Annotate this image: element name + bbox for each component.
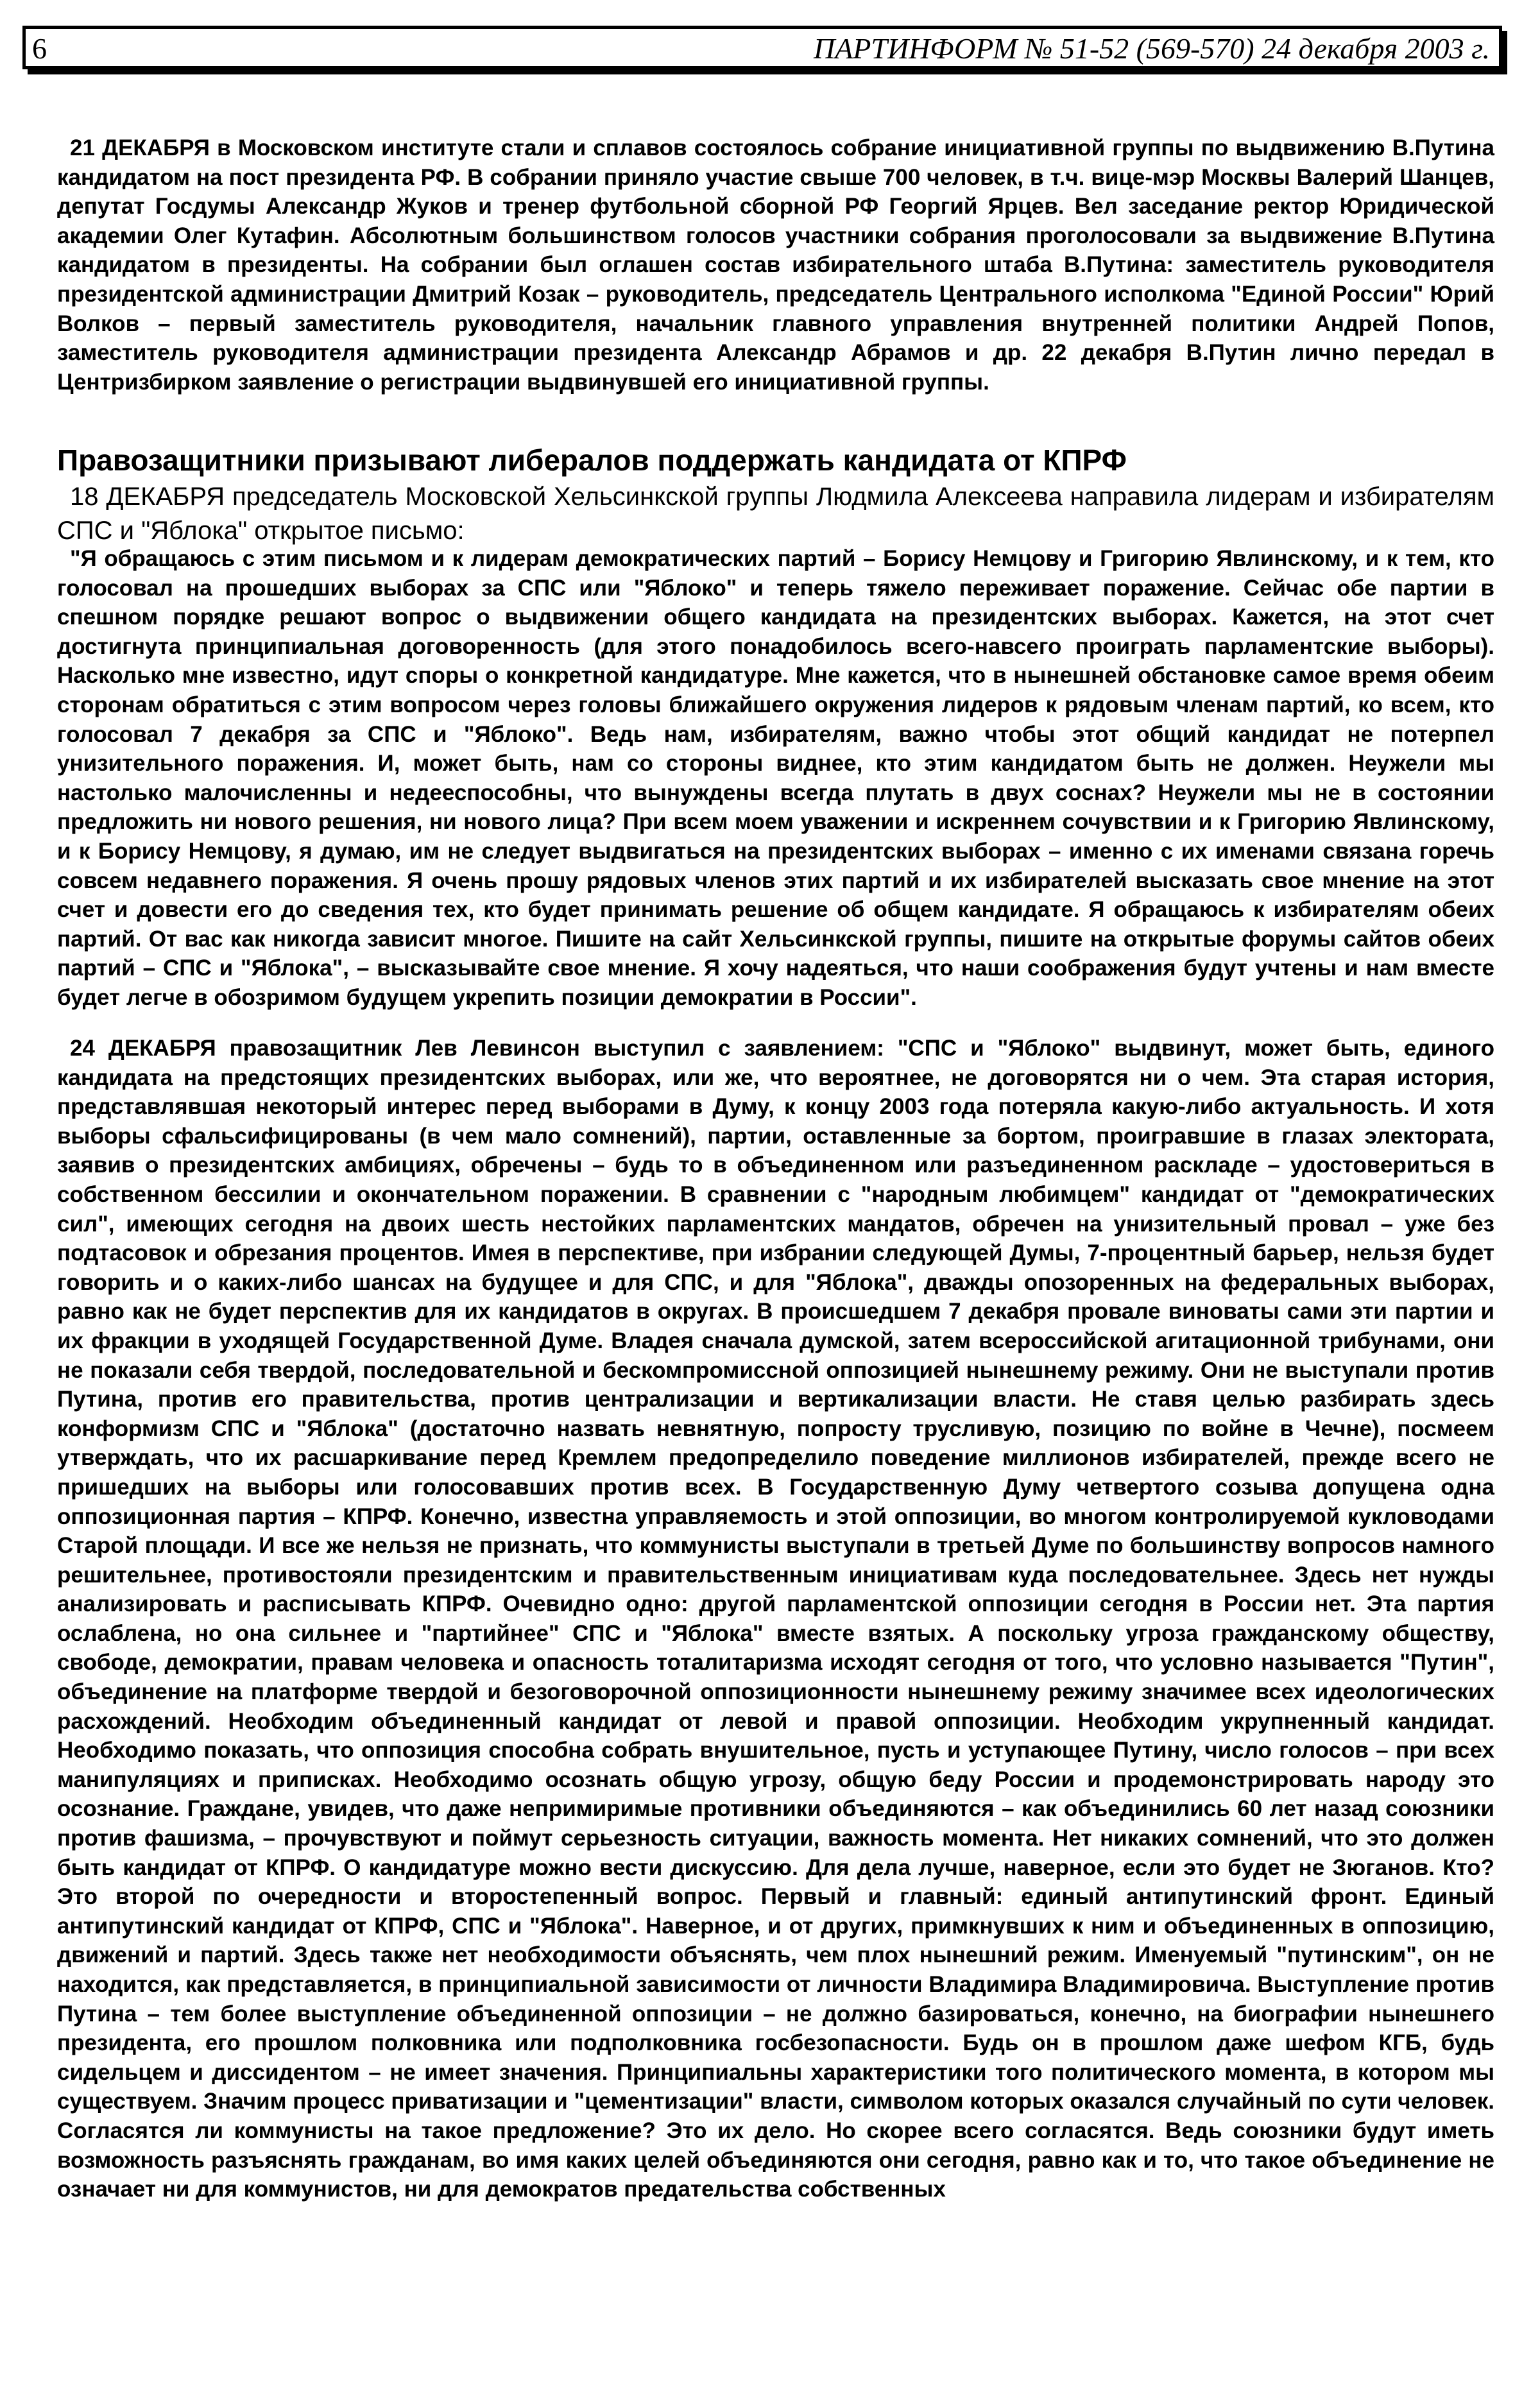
article-intro: 18 ДЕКАБРЯ председатель Московской Хельсинкской группы Людмила Алексеева направила лидерам и избирателям СПС и "Яблока" открытое письмо: [57,483,1494,545]
article-heading: Правозащитники призывают либералов поддержать кандидата от КПРФ [57,443,1127,477]
page-header [22,26,1502,69]
page-number: 6 [32,32,47,65]
statement-dec-24: 24 ДЕКАБРЯ правозащитник Лев Левинсон выступил с заявлением: "СПС и "Яблоко" выдвинут, может быть, единого кандидата на предстоящих президентских выборах, или же, что вероятнее, не договорятся ни о чем. Эта старая история, представлявшая некоторый интерес перед выборами в Думу, к концу 2003 года потеряла какую-либо актуальность. И хотя выборы сфальсифицированы (в чем мало сомнений), партии, оставленные за бортом, проигравшие в глазах электората, заявив о президентских амбициях, обречены – будь то в объединенном или разъединенном раскладе – удостовериться в собственном бессилии и окончательном поражении. В сравнении с "народным любимцем" кандидат от "демократических сил", имеющих сегодня на двоих шесть нестойких парламентских мандатов, обречен на унизительный провал – уже без подтасовок и обрезания процентов. Имея в перспективе, при избрании следующей Думы, 7-процентный барьер, нельзя будет говорить и о каких-либо шансах на будущее и для СПС, и для "Яблока", дважды опозоренных на федеральных выборах, равно как не будет перспектив для их кандидатов в округах. В происшедшем 7 декабря провале виноваты сами эти партии и их фракции в уходящей Государственной Думе. Владея сначала думской, затем всероссийской агитационной трибунами, они не показали себя твердой, последовательной и бескомпромиссной оппозицией нынешнему режиму. Они не выступали против Путина, против его правительства, против централизации и вертикализации власти. Не ставя целью разбирать здесь конформизм СПС и "Яблока" (достаточно назвать невнятную, попросту трусливую, позицию по войне в Чечне), посмеем утверждать, что их расшаркивание перед Кремлем предопределило поведение миллионов избирателей, прежде всего не пришедших на выборы или голосовавших против всех. В Государственную Думу четвертого созыва допущена одна оппозиционная партия – КПРФ. Конечно, известна управляемость и этой оппозиции, во многом контролируемой кукловодами Старой площади. И все же нельзя не признать, что коммунисты выступали в третьей Думе по большинству вопросов намного решительнее, противостояли президентским и правительственным инициативам куда последовательнее. Здесь нет нужды анализировать и расписывать КПРФ. Очевидно одно: другой парламентской оппозиции сегодня в России нет. Эта партия ослаблена, но она сильнее и "партийнее" СПС и "Яблока" вместе взятых. А поскольку угроза гражданскому обществу, свободе, демократии, правам человека и опасность тоталитаризма исходят сегодня от того, что условно называется "Путин", объединение на платформе твердой и безоговорочной оппозиционности нынешнему режиму значимее всех идеологических расхождений. Необходим объединенный кандидат от левой и правой оппозиции. Необходим укрупненный кандидат. Необходимо показать, что оппозиция способна собрать внушительное, пусть и уступающее Путину, число голосов – при всех манипуляциях и приписках. Необходимо осознать общую угрозу, общую беду России и продемонстрировать народу это осознание. Граждане, увидев, что даже непримиримые противники объединяются – как объединились 60 лет назад союзники против фашизма, – прочувствуют и поймут серьезность ситуации, важность момента. Нет никаких сомнений, что это должен быть кандидат от КПРФ. О кандидатуре можно вести дискуссию. Для дела лучше, наверное, если это будет не Зюганов. Кто? Это второй по очередности и второстепенный вопрос. Первый и главный: единый антипутинский фронт. Единый антипутинский кандидат от КПРФ, СПС и "Яблока". Наверное, и от других, примкнувших к ним и объединенных в оппозицию, движений и партий. Здесь также нет необходимости объяснять, чем плох нынешний режим. Именуемый "путинским", он не находится, как представляется, в принципиальной зависимости от личности Владимира Владимировича. Выступление против Путина – тем более выступление объединенной оппозиции – не должно базироваться, конечно, на биографии нынешнего президента, его прошлом полковника или подполковника госбезопасности. Будь он в прошлом даже шефом КГБ, будь сидельцем и диссидентом – не имеет значения. Принципиальны характеристики того политического момента, в котором мы существуем. Значим процесс приватизации и "цементизации" власти, символом которых оказался случайный по сути человек. Согласятся ли коммунисты на такое предложение? Это их дело. Но скорее всего согласятся. Ведь союзники будут иметь возможность разъяснять гражданам, во имя каких целей объединяются они сегодня, равно как и то, что такое объединение не означает ни для коммунистов, ни для демократов предательства собственных [57,1036,1494,2202]
news-item-dec-21: 21 ДЕКАБРЯ в Московском институте стали и сплавов состоялось собрание инициативной группы по выдвижению В.Путина кандидатом на пост президента РФ. В собрании приняло участие свыше 700 человек, в т.ч. вице-мэр Москвы Валерий Шанцев, депутат Госдумы Александр Жуков и тренер футбольной сборной РФ Георгий Ярцев. Вел заседание ректор Юридической академии Олег Кутафин. Абсолютным большинством голосов участники собрания проголосовали за выдвижение В.Путина кандидатом в президенты. На собрании был оглашен состав избирательного штаба В.Путина: заместитель руководителя президентской администрации Дмитрий Козак – руководитель, председатель Центрального исполкома "Единой России" Юрий Волков – первый заместитель руководителя, начальник главного управления внутренней политики Андрей Попов, заместитель руководителя администрации президента Александр Абрамов и др. 22 декабря В.Путин лично передал в Центризбирком заявление о регистрации выдвинувшей его инициативной группы. [57,135,1494,395]
open-letter-quote: "Я обращаюсь с этим письмом и к лидерам демократических партий – Борису Немцову и Григорию Явлинскому, и к тем, кто голосовал на прошедших выборах за СПС или "Яблоко" и теперь тяжело переживает поражение. Сейчас обе партии в спешном порядке решают вопрос о выдвижении общего кандидата на президентских выборах. Кажется, на этот счет достигнута принципиальная договоренность (для этого понадобилось всего-навсего проиграть парламентские выборы). Насколько мне известно, идут споры о конкретной кандидатуре. Мне кажется, что в нынешней обстановке самое время обеим сторонам обратиться с этим вопросом через головы ближайшего окружения лидеров к рядовым членам партий, ко всем, кто голосовал 7 декабря за СПС и "Яблоко". Ведь нам, избирателям, важно чтобы этот общий кандидат не потерпел унизительного поражения. И, может быть, нам со стороны виднее, кто этим кандидатом быть не должен. Неужели мы настолько малочисленны и недееспособны, что вынуждены всегда плутать в двух соснах? Неужели мы не в состоянии предложить ни нового решения, ни нового лица? При всем моем уважении и искреннем сочувствии и к Григорию Явлинскому, и к Борису Немцову, я думаю, им не следует выдвигаться на президентских выборах – именно с их именами связана горечь совсем недавнего поражения. Я очень прошу рядовых членов этих партий и их избирателей высказать свое мнение на этот счет и довести его до сведения тех, кто будет принимать решение об общем кандидате. Я обращаюсь к избирателям обеих партий. От вас как никогда зависит многое. Пишите на сайт Хельсинкской группы, пишите на открытые форумы сайтов обеих партий – СПС и "Яблока", – высказывайте свое мнение. Я хочу надеяться, что наши соображения будут учтены и нам вместе будет легче в обозримом будущем укрепить позиции демократии в России". [57,546,1494,1010]
publication-title: ПАРТИНФОРМ № 51-52 (569-570) 24 декабря 2003 г. [813,32,1490,65]
